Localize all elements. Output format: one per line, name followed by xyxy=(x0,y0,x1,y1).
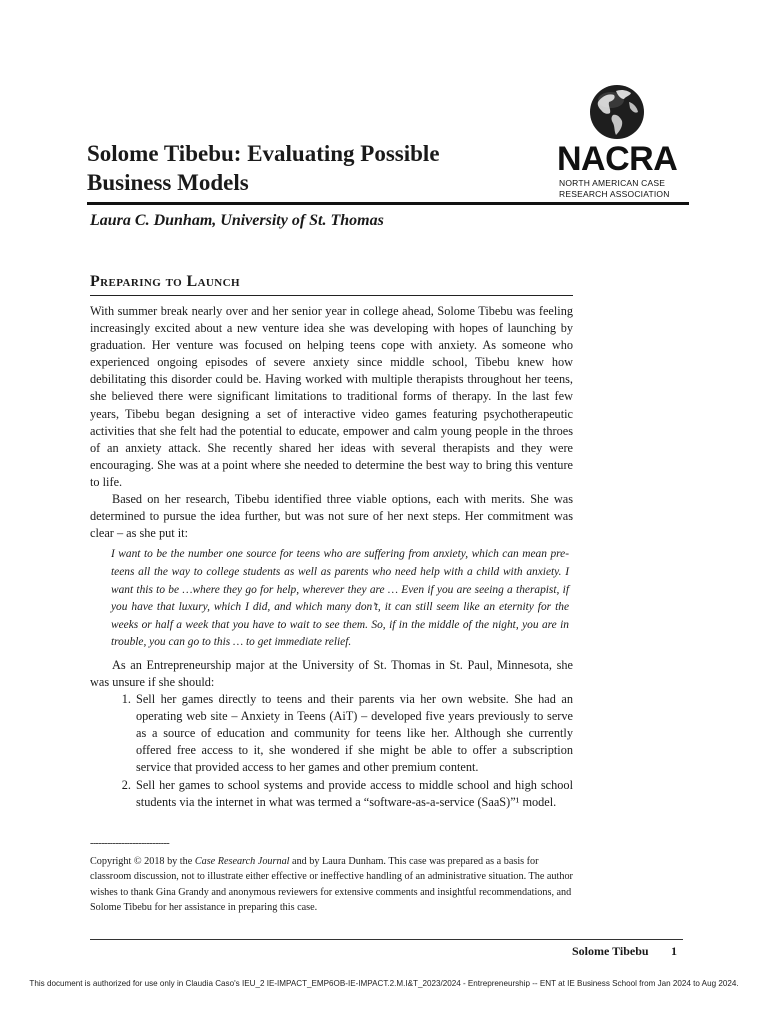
list-item: 1. Sell her games directly to teens and their parents via her own website. She had an operating web site – Anxiety in Teens (AiT) – developed five years previously to serve as a source of education and community for teens like her. Although she currently offered free access to it, she wondered if she might be able to offer a subscription service that provided access to her games and other premium content. xyxy=(134,691,573,776)
block-quote: I want to be the number one source for teens who are suffering from anxiety, which can mean pre-teens all the way to college students as well as parents who need help with a child with anxiety. I want this to be …where they go for help, wherever they are … Even if you are seeing a therapist, if you have that luxury, which I did, and which many don’t, it can still seem like an eternity for the weeks or half a week that you have to wait to see them. So, if in the middle of the night, you are in trouble, you can go to this … to get immediate relief. xyxy=(111,548,569,649)
author-line: Laura C. Dunham, University of St. Thomas xyxy=(90,212,384,229)
authorization-notice: This document is authorized for use only in Claudia Caso's IEU_2 IE-IMPACT_EMP6OB-IE-IMPACT.2.M.I&T_2023/2024 - Entrepreneurship -- ENT at IE Business School from Jan 2024 to Aug 2024. xyxy=(29,979,739,988)
paragraph-3: As an Entrepreneurship major at the University of St. Thomas in St. Paul, Minnesota, she was unsure if she should: xyxy=(90,657,573,689)
logo-subtitle-line-2: RESEARCH ASSOCIATION xyxy=(559,189,670,199)
journal-name: Case Research Journal xyxy=(194,856,290,867)
page-title: Solome Tibebu: Evaluating Possible Business Models xyxy=(87,141,440,195)
title-divider xyxy=(87,202,689,205)
paragraph-2: Based on her research, Tibebu identified three viable options, each with merits. She was determined to pursue the idea further, but was not sure of her next steps. Her commitment was clear – as she put it: xyxy=(90,492,573,541)
options-list xyxy=(90,691,573,811)
list-item: 2. Sell her games to school systems and provide access to middle school and high school students via the internet in what was termed a “software-as-a-service (SaaS)”¹ model. xyxy=(134,777,573,811)
logo-wordmark: NACRA xyxy=(557,140,678,178)
footnote-text-post: and by Laura Dunham. This case was prepared as a basis for classroom discussion, not to illustrate either effective or ineffective handling of an administrative situation. The author wishes to thank Gina Grandy and anonymous reviewers for extensive comments and insightful recommendations, and Solome Tibebu for her assistance in preparing this case. xyxy=(90,856,573,913)
body-text xyxy=(90,303,573,811)
running-footer-name: Solome Tibebu xyxy=(572,944,649,958)
logo-subtitle xyxy=(559,178,689,200)
paragraph-1: With summer break nearly over and her senior year in college ahead, Solome Tibebu was feeling increasingly excited about a new venture idea she was developing with hopes of launching by graduation. Her venture was focused on helping teens cope with anxiety. As someone who experienced ongoing episodes of severe anxiety since middle school, Tibebu knew how debilitating this disorder could be. Having worked with multiple therapists throughout her teens, she believed there were significant limitations to traditional forms of therapy. In the last few years, Tibebu began designing a set of interactive video games featuring psychotherapeutic activities that she felt had the potential to educate, empower and calm young people in the throes of an anxiety attack. She recently shared her ideas with several therapists and they were encouraging. She was at a point where she needed to determine the best way to bring this venture to life. xyxy=(90,304,573,489)
footnote-text-pre: Copyright © 2018 by the xyxy=(90,856,195,867)
footer-divider xyxy=(90,939,683,940)
page-number: 1 xyxy=(671,944,677,958)
copyright-footnote xyxy=(90,854,573,915)
section-divider xyxy=(90,295,573,296)
footnote-separator: ---------------------------- xyxy=(90,838,170,849)
logo-subtitle-line-1: NORTH AMERICAN CASE xyxy=(559,178,666,188)
globe-icon xyxy=(589,84,645,140)
section-heading: Preparing to Launch xyxy=(90,273,240,290)
